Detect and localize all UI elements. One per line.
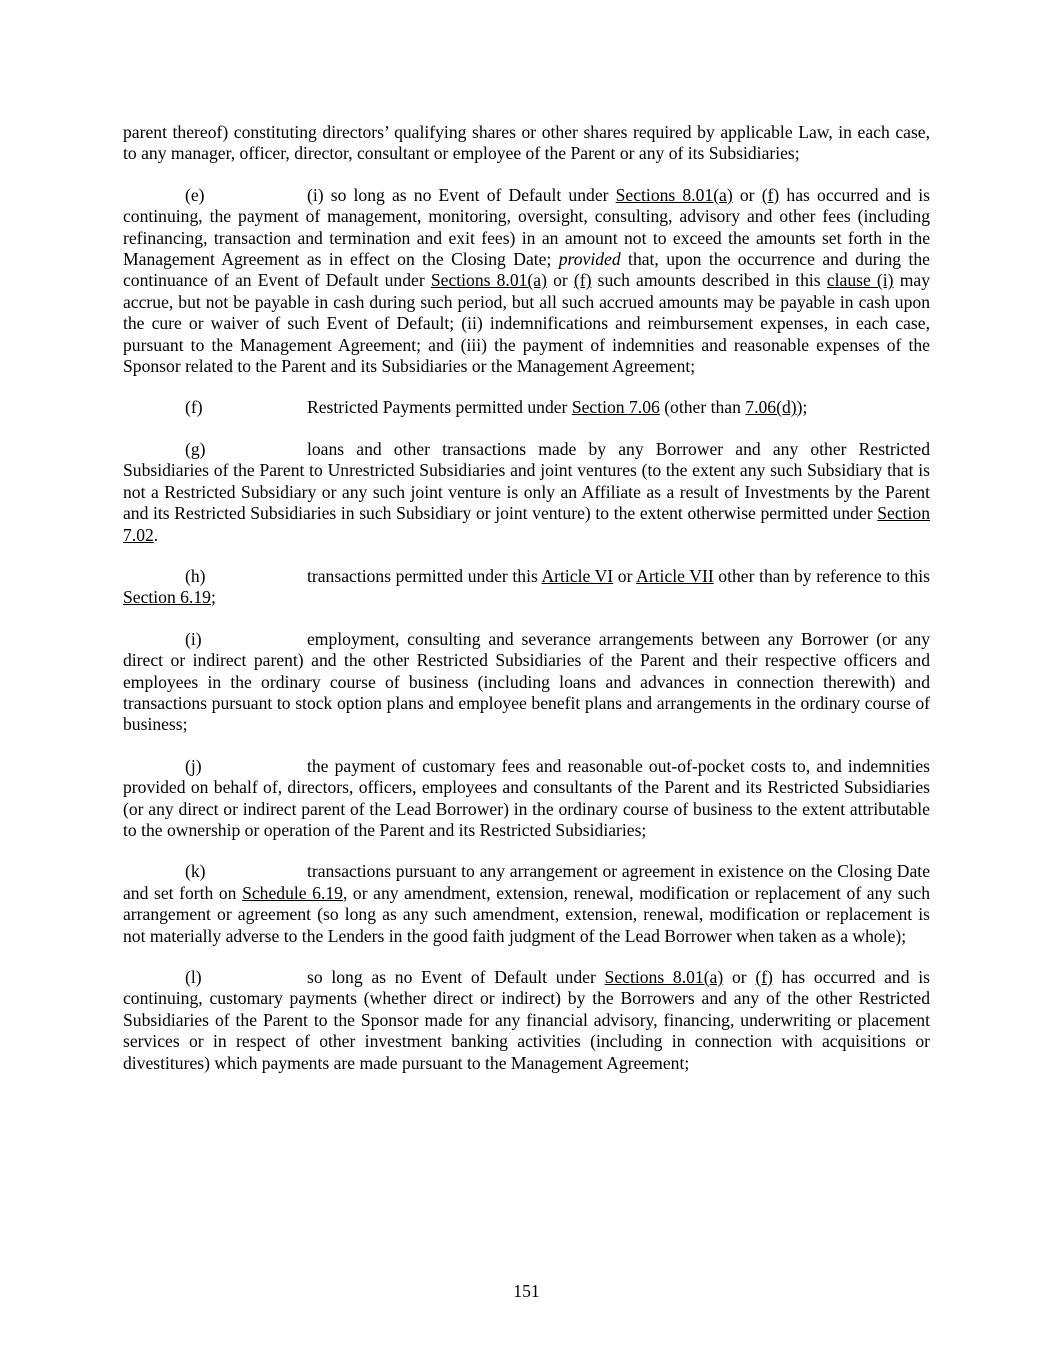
text-run: Restricted Payments permitted under [307,397,572,418]
section-ref-link[interactable]: Schedule 6.19 [242,882,343,903]
section-ref-link[interactable]: Sections 8.01(a) [430,270,547,291]
section-ref-link[interactable]: clause (i) [826,270,894,291]
text-run: (i) so long as no Event of Default under [307,184,616,205]
section-ref-link[interactable]: (f) [755,967,773,987]
paragraph-l [123,967,930,1074]
text-run: transactions permitted under this [307,565,542,586]
text-run: the payment of customary fees and reasonable out-of-pocket costs to, and indemnities provided on behalf of, directors, officers, employees and consultants of the Parent and its Restricted Subsidiaries (or any direct or indirect parent of the Lead Borrower) in the ordinary course of business to the extent attributable to the ownership or operation of the Parent and its Restricted Subsidiaries; [123,755,930,840]
text-run: ); [796,397,808,418]
text-run: has occurred and is continuing, customary payments (whether direct or indirect) by the Borrowers and any of the other Restricted Subsidiaries of the Parent to the Sponsor made for any financial advisory, financing, underwriting or placement services or in respect of other investment banking activities (including in connection with acquisitions or divestitures) which payments are made pursuant to the Management Agreement; [123,967,930,1073]
paragraph-h [123,566,930,609]
section-ref-link[interactable]: Sections 8.01(a) [615,184,733,205]
paragraph-e [123,185,930,378]
section-ref-link[interactable]: 7.06(d) [745,397,797,418]
text-run: such amounts described in this [591,270,827,291]
text-run: loans and other transactions made by any Borrower and any other Restricted Subsidiaries of the Parent to Unrestricted Subsidiaries and joint ventures (to the extent any such Subsidiary that is not a Restricted Subsidiary or any such joint venture is only an Affiliate as a result of Investments by the Parent and its Restricted Subsidiaries in such Subsidiary or joint venture) to the extent otherwise permitted under [123,438,930,524]
paragraph-k [123,861,930,947]
section-ref-link[interactable]: Article VII [636,565,714,586]
text-run: or [613,565,637,586]
text-run: may accrue, but not be payable in cash during such period, but all such accrued amounts may be payable in cash upon the cure or waiver of such Event of Default; (ii) indemnifications and reimbursement expenses, in each case, pursuant to the Management Agreement; and (iii) the payment of indemnities and reasonable expenses of the Sponsor related to the Parent and its Subsidiaries or the Management Agreement; [123,270,930,377]
paragraph-label-f: (f) [185,397,203,418]
paragraph-j [123,756,930,842]
text-run: other than by reference to this [713,565,930,586]
text-run: or [723,967,756,987]
text-run: so long as no Event of Default under [307,967,605,987]
text-run: has occurred and is continuing, the payment of management, monitoring, oversight, consulting, advisory and other fees (including refinancing, transaction and termination and exit fees) in an amount not to exceed the amounts set forth in the Management Agreement as in effect on the Closing Date; [123,184,931,270]
text-run: transactions pursuant to any arrangement or agreement in existence on the Closing Date and set forth on [123,861,930,903]
section-ref-link[interactable]: (f) [573,270,592,291]
text-run: that, upon the occurrence and during the continuance of an Event of Default under [123,249,930,291]
text-run: (other than [659,397,746,418]
section-ref-link[interactable]: (f) [761,184,780,205]
section-ref-link[interactable]: Article VI [541,565,614,586]
text-run: parent thereof) constituting directors’ qualifying shares or other shares required by applicable Law, in each case, to any manager, officer, director, consultant or employee of the Parent or any of its Subsidiaries; [123,122,930,164]
section-ref-link[interactable]: Sections 8.01(a) [604,967,724,987]
text-run: ; [210,587,216,608]
paragraph-label-e: (e) [185,184,205,205]
paragraph-text [123,122,930,163]
page-number: 151 [513,1281,540,1301]
section-ref-link[interactable]: Section 6.19 [123,587,211,608]
text-run: employment, consulting and severance arrangements between any Borrower (or any direct or indirect parent) and the other Restricted Subsidiaries of the Parent and their respective officers and employees in the ordinary course of business (including loans and advances in connection therewith) and transactions pursuant to stock option plans and employee benefit plans and arrangements in the ordinary course of business; [123,628,930,735]
section-ref-link[interactable]: Section 7.06 [571,397,660,418]
paragraph-label-i: (i) [185,628,202,649]
paragraph-continuation [123,122,930,165]
paragraph-i [123,629,930,736]
paragraph-text [123,185,930,376]
paragraph-label-l: (l) [185,967,202,987]
paragraph-label-j: (j) [185,755,202,776]
paragraph-f [123,397,930,418]
paragraph-label-g: (g) [185,438,206,459]
text-run: , or any amendment, extension, renewal, modification or replacement of any such arrangement or agreement (so long as any such amendment, extension, renewal, modification or replacement is not materially adverse to the Lenders in the good faith judgment of the Lead Borrower when taken as a whole); [123,882,931,946]
paragraph-text [307,397,807,417]
paragraph-label-h: (h) [185,565,206,586]
text-run: or [732,184,762,205]
text-run: or [546,270,574,291]
section-ref-link[interactable]: Section 7.02 [123,503,930,545]
emphasis-text: provided [558,249,621,270]
paragraph-label-k: (k) [185,861,206,882]
paragraph-g [123,439,930,546]
text-run: . [153,524,159,545]
